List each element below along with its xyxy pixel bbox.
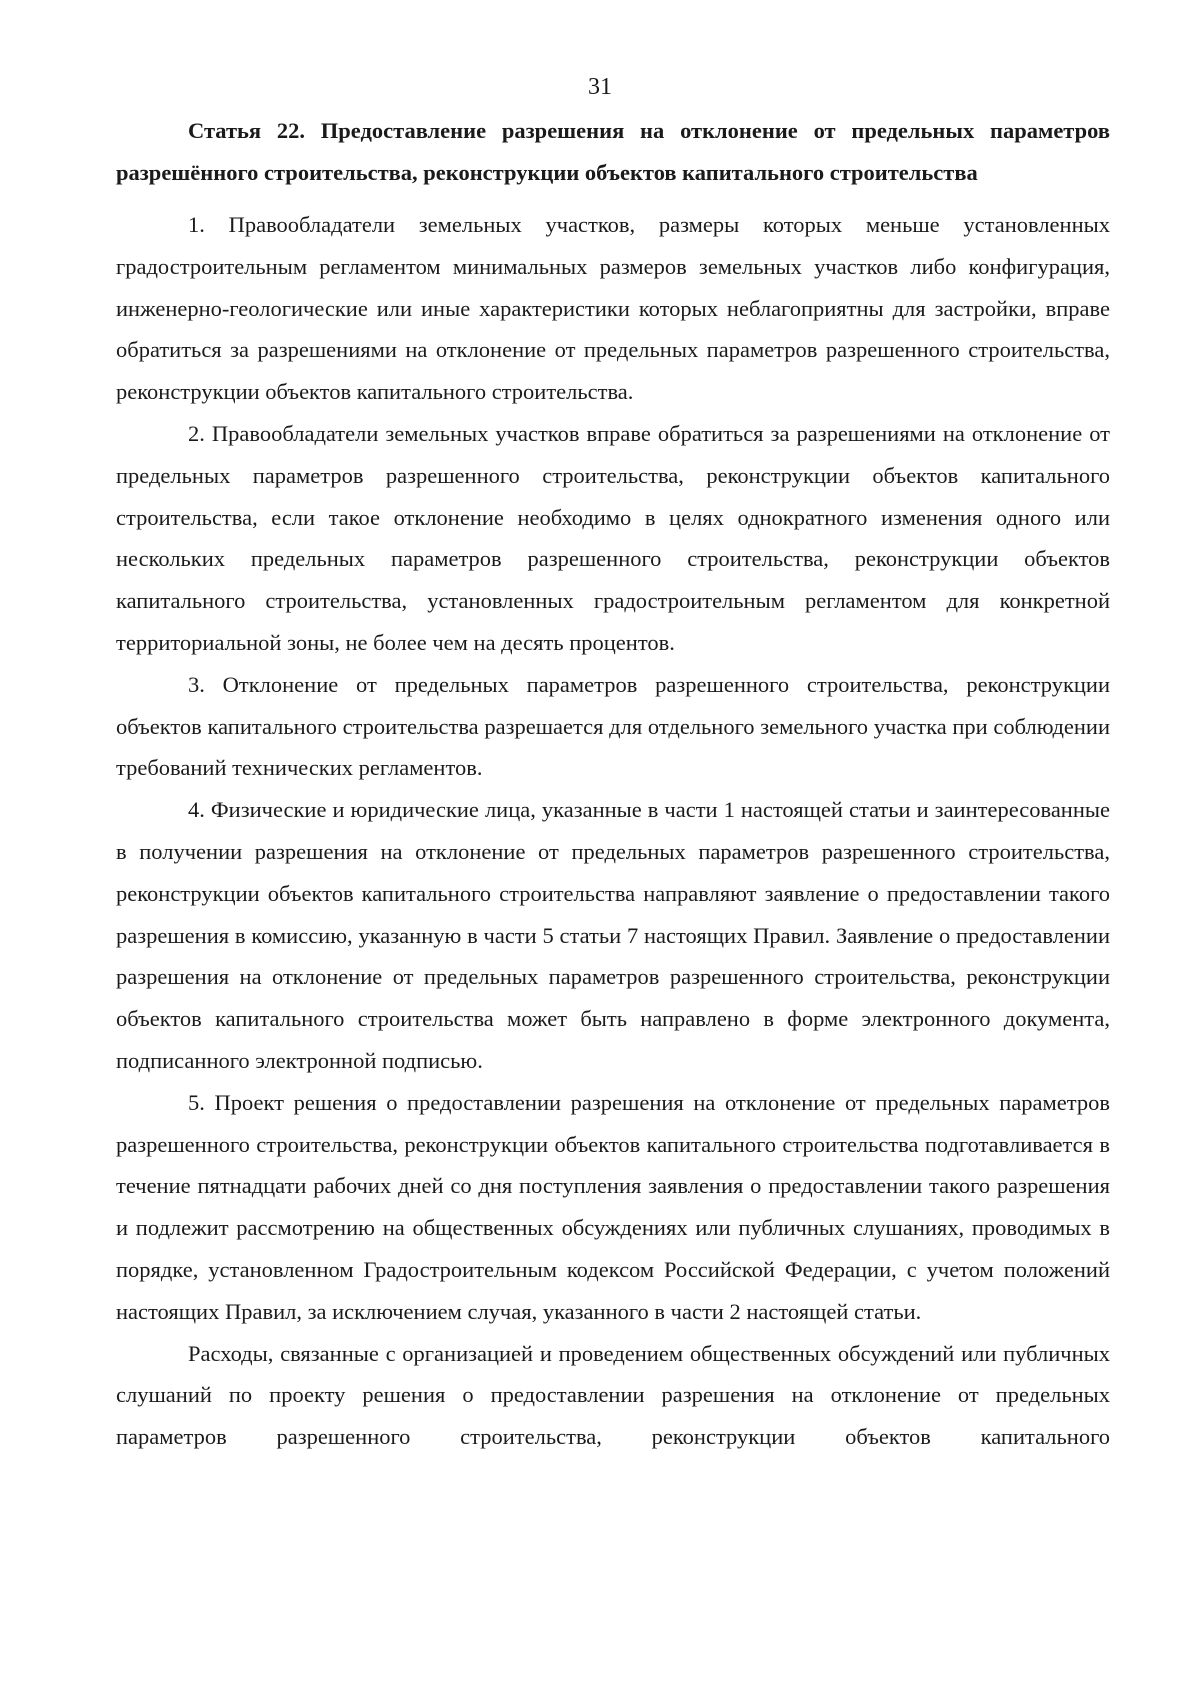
paragraph-2: 2. Правообладатели земельных участков вправе обратиться за разрешениями на отклонение от предельных параметров разрешенного строительства, реконструкции объектов капитального строительства, если такое отклонение необходимо в целях однократного изменения одного или нескольких предельных параметров разрешенного строительства, реконструкции объектов капитального строительства, установленных градостроительным регламентом для конкретной территориальной зоны, не более чем на десять процентов. [116, 420, 1110, 655]
paragraph-3: 3. Отклонение от предельных параметров разрешенного строительства, реконструкции объектов капитального строительства разрешается для отдельного земельного участка при соблюдении требований технических регламентов. [116, 671, 1110, 781]
paragraph-5: 5. Проект решения о предоставлении разрешения на отклонение от предельных параметров разрешенного строительства, реконструкции объектов капитального строительства подготавливается в течение пятнадцати рабочих дней со дня поступления заявления о предоставлении такого разрешения и подлежит рассмотрению на общественных обсуждениях или публичных слушаниях, проводимых в порядке, установленном Градостроительным кодексом Российской Федерации, с учетом положений настоящих Правил, за исключением случая, указанного в части 2 настоящей статьи. [116, 1089, 1110, 1324]
article-paragraphs [116, 204, 1110, 1458]
paragraph-1: 1. Правообладатели земельных участков, размеры которых меньше установленных градостроительным регламентом минимальных размеров земельных участков либо конфигурация, инженерно-геологические или иные характеристики которых неблагоприятны для застройки, вправе обратиться за разрешениями на отклонение от предельных параметров разрешенного строительства, реконструкции объектов капитального строительства. [116, 212, 1110, 405]
document-body [116, 110, 1110, 1458]
paragraph-4: 4. Физические и юридические лица, указанные в части 1 настоящей статьи и заинтересованные в получении разрешения на отклонение от предельных параметров разрешенного строительства, реконструкции объектов капитального строительства направляют заявление о предоставлении такого разрешения в комиссию, указанную в части 5 статьи 7 настоящих Правил. Заявление о предоставлении разрешения на отклонение от предельных параметров разрешенного строительства, реконструкции объектов капитального строительства может быть направлено в форме электронного документа, подписанного электронной подписью. [116, 797, 1110, 1073]
paragraph-6-continued: Расходы, связанные с организацией и проведением общественных обсуждений или публичных слушаний по проекту решения о предоставлении разрешения на отклонение от предельных параметров разрешенного строительства, реконструкции объектов капитального [116, 1340, 1110, 1450]
page-number: 31 [588, 74, 612, 100]
article-title: Статья 22. Предоставление разрешения на отклонение от предельных параметров разрешённого строительства, реконструкции объектов капитального строительства [116, 118, 1110, 185]
